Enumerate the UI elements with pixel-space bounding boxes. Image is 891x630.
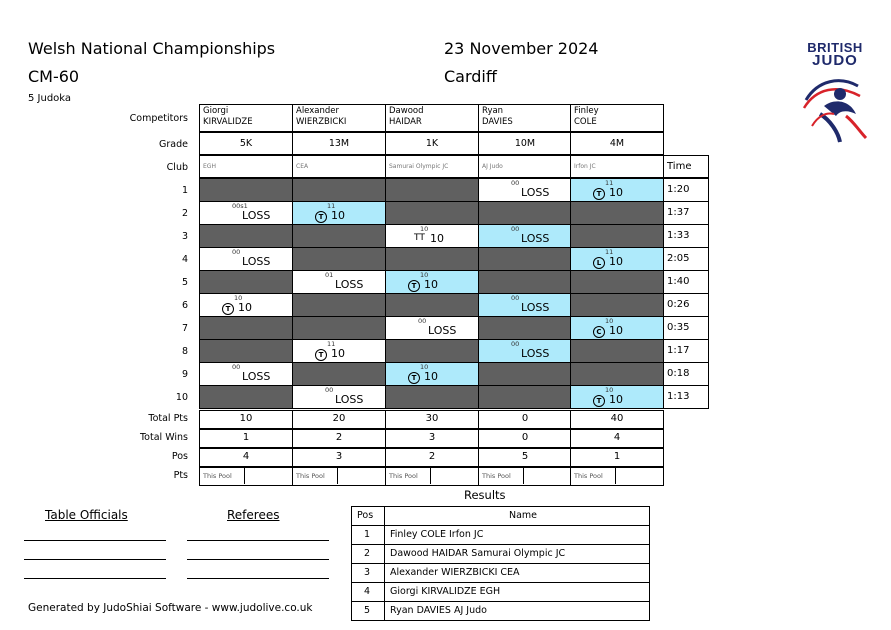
match-score: 11 xyxy=(327,202,336,210)
total-wins-value: 3 xyxy=(428,432,436,443)
results-name: Dawood HAIDAR Samurai Olympic JC xyxy=(390,548,566,559)
match-result-text: LOSS xyxy=(521,301,550,314)
match-number: 5 xyxy=(181,277,188,288)
total-pts-cell xyxy=(385,410,479,429)
tori-circle-icon: T xyxy=(408,372,420,384)
results-name-cell xyxy=(384,601,650,621)
tori-circle-icon: T xyxy=(593,188,605,200)
match-result-text: LOSS xyxy=(521,232,550,245)
match-result-cell xyxy=(199,247,293,271)
position-value: 2 xyxy=(428,451,436,462)
match-time: 1:20 xyxy=(667,184,690,195)
total-pts-value: 10 xyxy=(239,413,253,424)
match-result-text: 10 xyxy=(331,347,345,360)
competitor-name-cell xyxy=(199,104,293,132)
match-score: 10 xyxy=(605,386,614,394)
match-score: 10 xyxy=(420,271,429,279)
match-time-cell xyxy=(663,385,709,409)
match-result-text: 10 xyxy=(609,255,623,268)
competitor-club: Samurai Olympic JC xyxy=(389,163,449,170)
label-pts: Pts xyxy=(173,470,188,481)
match-time-cell xyxy=(663,362,709,386)
competitor-grade-cell xyxy=(385,132,479,155)
match-score: 00 xyxy=(511,340,520,348)
match-time-cell xyxy=(663,293,709,317)
match-number: 7 xyxy=(181,323,188,334)
match-result-cell xyxy=(292,247,386,271)
total-pts-cell xyxy=(570,410,664,429)
total-wins-cell xyxy=(385,429,479,448)
match-result-cell xyxy=(478,339,572,363)
match-result-cell xyxy=(570,293,664,317)
results-name-cell xyxy=(384,582,650,602)
results-name-cell xyxy=(384,544,650,564)
match-result-text: 10 xyxy=(609,324,623,337)
c-circle-icon: C xyxy=(593,326,605,338)
competitor-first-name: Finley xyxy=(574,106,599,116)
tori-circle-icon: T xyxy=(315,349,327,361)
match-score: 10 xyxy=(420,363,429,371)
competitor-first-name: Dawood xyxy=(389,106,424,116)
match-result-text: LOSS xyxy=(521,347,550,360)
position-value: 5 xyxy=(521,451,529,462)
results-pos-cell xyxy=(351,525,385,545)
match-score: 00 xyxy=(511,179,520,187)
match-result-cell xyxy=(478,178,572,202)
match-result-text: 10 xyxy=(424,278,438,291)
match-result-text: LOSS xyxy=(335,278,364,291)
match-result-cell xyxy=(478,201,572,225)
competitor-grade-cell xyxy=(570,132,664,155)
match-result-cell xyxy=(292,316,386,340)
match-time: 0:18 xyxy=(667,368,690,379)
tori-circle-icon: T xyxy=(315,211,327,223)
competitor-name-cell xyxy=(478,104,572,132)
results-pos-header: Pos xyxy=(357,510,374,521)
competitor-club: EGH xyxy=(203,163,216,170)
match-number: 6 xyxy=(181,300,188,311)
pool-pts-label: This Pool xyxy=(482,472,511,480)
total-wins-value: 1 xyxy=(242,432,250,443)
match-result-cell xyxy=(292,224,386,248)
match-number: 4 xyxy=(181,254,188,265)
logo-text-judo: JUDO xyxy=(812,52,858,69)
match-result-text: 10 xyxy=(238,301,252,314)
competitor-grade-cell xyxy=(199,132,293,155)
table-officials-heading: Table Officials xyxy=(45,508,128,522)
competitor-club-cell xyxy=(199,155,293,178)
match-result-cell xyxy=(199,178,293,202)
pool-pts-cell xyxy=(292,467,386,486)
total-wins-value: 4 xyxy=(613,432,621,443)
match-result-cell xyxy=(292,270,386,294)
match-result-cell xyxy=(478,247,572,271)
table-official-line-2 xyxy=(24,559,166,560)
results-name-header: Name xyxy=(509,510,538,521)
match-result-cell xyxy=(385,316,479,340)
match-time-cell xyxy=(663,224,709,248)
match-time-cell xyxy=(663,316,709,340)
pool-pts-divider xyxy=(244,468,245,484)
total-wins-cell xyxy=(292,429,386,448)
match-result-cell xyxy=(385,224,479,248)
match-score: 00 xyxy=(418,317,427,325)
match-time: 0:26 xyxy=(667,299,690,310)
match-score: 10 xyxy=(420,225,429,233)
total-pts-value: 20 xyxy=(332,413,346,424)
total-pts-value: 40 xyxy=(610,413,624,424)
competitor-grade: 1K xyxy=(425,138,439,149)
match-result-cell xyxy=(292,385,386,409)
match-score: 00 xyxy=(511,225,520,233)
match-result-text: 10 xyxy=(424,370,438,383)
match-result-cell xyxy=(478,362,572,386)
pool-pts-divider xyxy=(523,468,524,484)
label-grade: Grade xyxy=(159,139,188,150)
match-result-cell xyxy=(570,270,664,294)
competitor-grade: 4M xyxy=(609,138,625,149)
competitor-club: AJ Judo xyxy=(482,163,503,170)
total-pts-value: 0 xyxy=(521,413,529,424)
match-time: 1:33 xyxy=(667,230,690,241)
match-result-cell xyxy=(478,293,572,317)
total-wins-cell xyxy=(570,429,664,448)
competitor-grade-cell xyxy=(478,132,572,155)
results-pos-header-cell xyxy=(351,506,385,526)
pool-pts-label: This Pool xyxy=(296,472,325,480)
position-value: 3 xyxy=(335,451,343,462)
match-result-cell xyxy=(570,201,664,225)
competitor-first-name: Ryan xyxy=(482,106,504,116)
match-result-text: 10 xyxy=(430,232,444,245)
competitor-name-cell xyxy=(570,104,664,132)
competitor-last-name: HAIDAR xyxy=(389,117,422,127)
label-competitors: Competitors xyxy=(129,113,188,124)
total-pts-cell xyxy=(478,410,572,429)
match-score: 11 xyxy=(605,248,614,256)
match-score: 00 xyxy=(511,294,520,302)
results-name: Ryan DAVIES AJ Judo xyxy=(390,605,487,616)
page-title: Welsh National Championships xyxy=(28,39,276,58)
results-pos-cell xyxy=(351,582,385,602)
competitor-grade: 10M xyxy=(514,138,536,149)
match-result-cell xyxy=(570,385,664,409)
table-official-line-3 xyxy=(24,578,166,579)
match-result-cell xyxy=(570,339,664,363)
competitor-last-name: WIERZBICKI xyxy=(296,117,347,127)
match-result-text: LOSS xyxy=(242,209,271,222)
match-time: 1:37 xyxy=(667,207,690,218)
match-result-cell xyxy=(292,362,386,386)
match-result-cell xyxy=(199,339,293,363)
match-result-cell xyxy=(385,385,479,409)
results-name-header-cell xyxy=(384,506,650,526)
match-number: 9 xyxy=(181,369,188,380)
match-result-cell xyxy=(570,224,664,248)
competitor-last-name: DAVIES xyxy=(482,117,513,127)
match-result-cell xyxy=(199,362,293,386)
match-time: 1:17 xyxy=(667,345,690,356)
match-result-cell xyxy=(478,385,572,409)
tori-circle-icon: T xyxy=(222,303,234,315)
results-pos: 1 xyxy=(364,529,371,540)
event-venue: Cardiff xyxy=(444,67,497,86)
pool-pts-divider xyxy=(430,468,431,484)
table-official-line-1 xyxy=(24,540,166,541)
competitor-last-name: KIRVALIDZE xyxy=(203,117,253,127)
british-judo-logo xyxy=(800,40,870,144)
match-result-cell xyxy=(199,270,293,294)
match-score: 00 xyxy=(325,386,334,394)
match-result-text: 10 xyxy=(609,186,623,199)
match-score: 00s1 xyxy=(232,202,248,210)
total-pts-cell xyxy=(292,410,386,429)
pool-pts-cell xyxy=(478,467,572,486)
label-pos: Pos xyxy=(171,451,188,462)
competitor-club-cell xyxy=(478,155,572,178)
match-time-cell xyxy=(663,178,709,202)
match-score: 01 xyxy=(325,271,334,279)
match-score: 10 xyxy=(234,294,243,302)
results-name: Finley COLE Irfon JC xyxy=(390,529,484,540)
match-result-text: LOSS xyxy=(242,370,271,383)
match-result-cell xyxy=(292,293,386,317)
label-total-wins: Total Wins xyxy=(139,432,188,443)
results-name: Giorgi KIRVALIDZE EGH xyxy=(390,586,501,597)
match-result-cell xyxy=(570,247,664,271)
match-result-cell xyxy=(570,362,664,386)
match-number: 8 xyxy=(181,346,188,357)
match-result-cell xyxy=(199,385,293,409)
match-result-cell xyxy=(478,270,572,294)
competitor-grade: 5K xyxy=(239,138,253,149)
time-header-cell xyxy=(663,155,709,178)
match-result-cell xyxy=(478,316,572,340)
match-result-cell xyxy=(385,247,479,271)
position-cell xyxy=(292,448,386,467)
match-time: 1:13 xyxy=(667,391,690,402)
match-result-cell xyxy=(385,201,479,225)
match-result-text: LOSS xyxy=(335,393,364,406)
footer-credit: Generated by JudoShiai Software - www.judolive.co.uk xyxy=(28,602,313,614)
match-result-cell xyxy=(385,339,479,363)
referees-heading: Referees xyxy=(227,508,280,522)
match-time-cell xyxy=(663,339,709,363)
competitor-first-name: Giorgi xyxy=(203,106,229,116)
judoka-count: 5 Judoka xyxy=(28,93,72,104)
position-cell xyxy=(570,448,664,467)
match-result-cell xyxy=(199,293,293,317)
match-result-cell xyxy=(199,224,293,248)
double-tori-icon: TT xyxy=(414,233,425,243)
competitor-club-cell xyxy=(570,155,664,178)
match-result-cell xyxy=(292,201,386,225)
results-name-cell xyxy=(384,525,650,545)
results-pos: 4 xyxy=(364,586,371,597)
pool-pts-label: This Pool xyxy=(203,472,232,480)
l-circle-icon: L xyxy=(593,257,605,269)
match-time-cell xyxy=(663,201,709,225)
match-result-cell xyxy=(292,178,386,202)
total-wins-value: 2 xyxy=(335,432,343,443)
time-header: Time xyxy=(667,161,692,172)
pool-pts-label: This Pool xyxy=(389,472,418,480)
match-result-cell xyxy=(570,178,664,202)
match-result-cell xyxy=(199,316,293,340)
match-score: 11 xyxy=(327,340,336,348)
match-result-text: LOSS xyxy=(521,186,550,199)
results-pos: 5 xyxy=(364,605,371,616)
pool-pts-divider xyxy=(337,468,338,484)
competitor-name-cell xyxy=(385,104,479,132)
match-result-text: LOSS xyxy=(242,255,271,268)
match-result-text: 10 xyxy=(331,209,345,222)
match-score: 00 xyxy=(232,248,241,256)
results-pos-cell xyxy=(351,601,385,621)
pool-pts-label: This Pool xyxy=(574,472,603,480)
total-wins-cell xyxy=(478,429,572,448)
match-time: 1:40 xyxy=(667,276,690,287)
event-date: 23 November 2024 xyxy=(444,39,599,58)
results-name: Alexander WIERZBICKI CEA xyxy=(390,567,520,578)
match-result-cell xyxy=(385,293,479,317)
position-value: 1 xyxy=(613,451,621,462)
competitor-club: CEA xyxy=(296,163,309,170)
total-pts-cell xyxy=(199,410,293,429)
match-result-cell xyxy=(292,339,386,363)
competitor-club: Irfon JC xyxy=(574,163,596,170)
pool-pts-divider xyxy=(615,468,616,484)
match-result-cell xyxy=(199,201,293,225)
results-pos-cell xyxy=(351,563,385,583)
competitor-grade: 13M xyxy=(328,138,350,149)
competitor-club-cell xyxy=(292,155,386,178)
competitor-grade-cell xyxy=(292,132,386,155)
pool-pts-cell xyxy=(570,467,664,486)
match-result-cell xyxy=(385,178,479,202)
match-score: 11 xyxy=(605,179,614,187)
category: CM-60 xyxy=(28,67,80,86)
tori-circle-icon: T xyxy=(593,395,605,407)
match-time: 0:35 xyxy=(667,322,690,333)
match-time-cell xyxy=(663,270,709,294)
match-result-cell xyxy=(478,224,572,248)
match-result-cell xyxy=(385,270,479,294)
pool-pts-cell xyxy=(199,467,293,486)
competitor-last-name: COLE xyxy=(574,117,597,127)
match-number: 2 xyxy=(181,208,188,219)
judo-figure-icon xyxy=(800,70,870,144)
position-cell xyxy=(199,448,293,467)
results-pos: 3 xyxy=(364,567,371,578)
tori-circle-icon: T xyxy=(408,280,420,292)
results-title: Results xyxy=(464,488,506,502)
competitor-club-cell xyxy=(385,155,479,178)
total-wins-cell xyxy=(199,429,293,448)
results-pos: 2 xyxy=(364,548,371,559)
match-result-text: LOSS xyxy=(428,324,457,337)
position-cell xyxy=(478,448,572,467)
label-club: Club xyxy=(166,162,188,173)
match-number: 1 xyxy=(181,185,188,196)
logo-text-british: BRITISH xyxy=(807,40,863,55)
pool-pts-cell xyxy=(385,467,479,486)
total-wins-value: 0 xyxy=(521,432,529,443)
results-pos-cell xyxy=(351,544,385,564)
referee-line-2 xyxy=(187,559,329,560)
position-value: 4 xyxy=(242,451,250,462)
match-result-text: 10 xyxy=(609,393,623,406)
match-number: 10 xyxy=(175,392,188,403)
match-result-cell xyxy=(570,316,664,340)
match-time-cell xyxy=(663,247,709,271)
match-score: 10 xyxy=(605,317,614,325)
competitor-first-name: Alexander xyxy=(296,106,340,116)
match-score: 00 xyxy=(232,363,241,371)
results-name-cell xyxy=(384,563,650,583)
total-pts-value: 30 xyxy=(425,413,439,424)
match-result-cell xyxy=(385,362,479,386)
referee-line-3 xyxy=(187,578,329,579)
label-total-pts: Total Pts xyxy=(148,413,188,424)
referee-line-1 xyxy=(187,540,329,541)
match-time: 2:05 xyxy=(667,253,690,264)
match-number: 3 xyxy=(181,231,188,242)
competitor-name-cell xyxy=(292,104,386,132)
position-cell xyxy=(385,448,479,467)
